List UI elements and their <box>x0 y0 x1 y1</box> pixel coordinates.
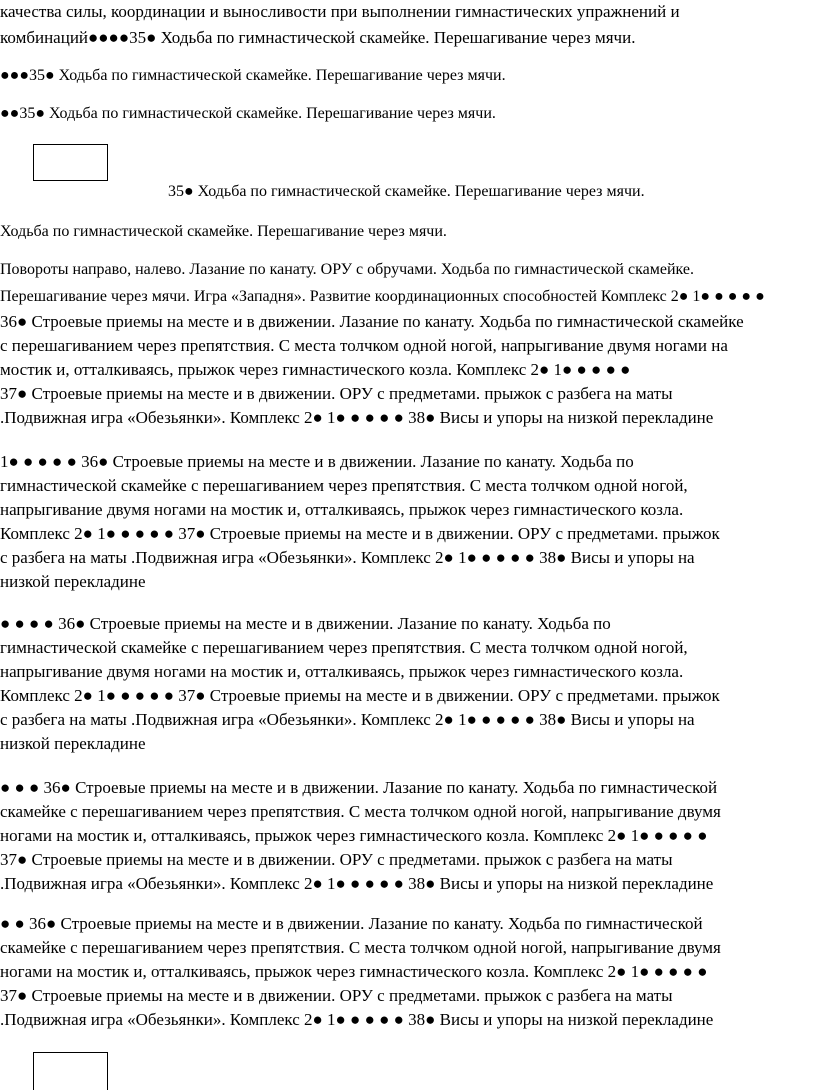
text-line: скамейке с перешагиванием через препятствия. С места толчком одной ногой, напрыгивание двумя <box>0 802 721 821</box>
text-line: мостик и, отталкиваясь, прыжок через гимнастического козла. Комплекс 2● 1● ● ● ● ● <box>0 360 631 379</box>
text-line: гимнастической скамейке с перешагиванием через препятствия. С места толчком одной ногой, <box>0 476 688 495</box>
text-line: 37● Строевые приемы на месте и в движении. ОРУ с предметами. прыжок с разбега на маты <box>0 850 673 869</box>
text-line: ногами на мостик и, отталкиваясь, прыжок через гимнастического козла. Комплекс 2● 1● ● ● ● ● <box>0 962 708 981</box>
text-line: ● ● ● 36● Строевые приемы на месте и в движении. Лазание по канату. Ходьба по гимнастической <box>0 778 718 797</box>
text-line: 1● ● ● ● ● 36● Строевые приемы на месте и в движении. Лазание по канату. Ходьба по <box>0 452 634 471</box>
text-line: ● ● ● ● 36● Строевые приемы на месте и в движении. Лазание по канату. Ходьба по <box>0 614 611 633</box>
text-line: 36● Строевые приемы на месте и в движении. Лазание по канату. Ходьба по гимнастической скамейке <box>0 312 744 331</box>
text-line: качества силы, координации и выносливости при выполнении гимнастических упражнений и <box>0 2 680 21</box>
text-line: Комплекс 2● 1● ● ● ● ● 37● Строевые приемы на месте и в движении. ОРУ с предметами. прыжок <box>0 524 720 543</box>
heading-line: 35● Ходьба по гимнастической скамейке. Перешагивание через мячи. <box>168 183 645 200</box>
text-line: гимнастической скамейке с перешагиванием через препятствия. С места толчком одной ногой, <box>0 638 688 657</box>
text-line: Перешагивание через мячи. Игра «Западня». Развитие координационных способностей Комплекс 2● 1● ● ● ● ● <box>0 288 765 305</box>
heading-line: ●●●35● Ходьба по гимнастической скамейке. Перешагивание через мячи. <box>0 67 506 84</box>
text-line: с перешагиванием через препятствия. С места толчком одной ногой, напрыгивание двумя ногами на <box>0 336 728 355</box>
empty-box <box>33 1052 108 1090</box>
text-line: напрыгивание двумя ногами на мостик и, отталкиваясь, прыжок через гимнастического козла. <box>0 500 684 519</box>
text-line: скамейке с перешагиванием через препятствия. С места толчком одной ногой, напрыгивание двумя <box>0 938 721 957</box>
heading-line: ●●35● Ходьба по гимнастической скамейке. Перешагивание через мячи. <box>0 105 496 122</box>
text-line: 37● Строевые приемы на месте и в движении. ОРУ с предметами. прыжок с разбега на маты <box>0 384 673 403</box>
text-line: .Подвижная игра «Обезьянки». Комплекс 2● 1● ● ● ● ● 38● Висы и упоры на низкой перекладине <box>0 1010 714 1029</box>
text-line: Повороты направо, налево. Лазание по канату. ОРУ с обручами. Ходьба по гимнастической скамейке. <box>0 261 694 278</box>
text-line: Комплекс 2● 1● ● ● ● ● 37● Строевые приемы на месте и в движении. ОРУ с предметами. прыжок <box>0 686 720 705</box>
text-line: с разбега на маты .Подвижная игра «Обезьянки». Комплекс 2● 1● ● ● ● ● 38● Висы и упоры на <box>0 710 695 729</box>
text-line: 37● Строевые приемы на месте и в движении. ОРУ с предметами. прыжок с разбега на маты <box>0 986 673 1005</box>
text-line: ногами на мостик и, отталкиваясь, прыжок через гимнастического козла. Комплекс 2● 1● ● ● ● ● <box>0 826 708 845</box>
text-line: комбинаций●●●●35● Ходьба по гимнастической скамейке. Перешагивание через мячи. <box>0 28 636 47</box>
text-line: ● ● 36● Строевые приемы на месте и в движении. Лазание по канату. Ходьба по гимнастической <box>0 914 703 933</box>
empty-box <box>33 144 108 181</box>
text-line: .Подвижная игра «Обезьянки». Комплекс 2● 1● ● ● ● ● 38● Висы и упоры на низкой перекладине <box>0 408 714 427</box>
text-line: с разбега на маты .Подвижная игра «Обезьянки». Комплекс 2● 1● ● ● ● ● 38● Висы и упоры на <box>0 548 695 567</box>
text-line: напрыгивание двумя ногами на мостик и, отталкиваясь, прыжок через гимнастического козла. <box>0 662 684 681</box>
text-line: низкой перекладине <box>0 572 146 591</box>
text-line: низкой перекладине <box>0 734 146 753</box>
heading-line: Ходьба по гимнастической скамейке. Перешагивание через мячи. <box>0 223 447 240</box>
text-line: .Подвижная игра «Обезьянки». Комплекс 2● 1● ● ● ● ● 38● Висы и упоры на низкой перекладине <box>0 874 714 893</box>
